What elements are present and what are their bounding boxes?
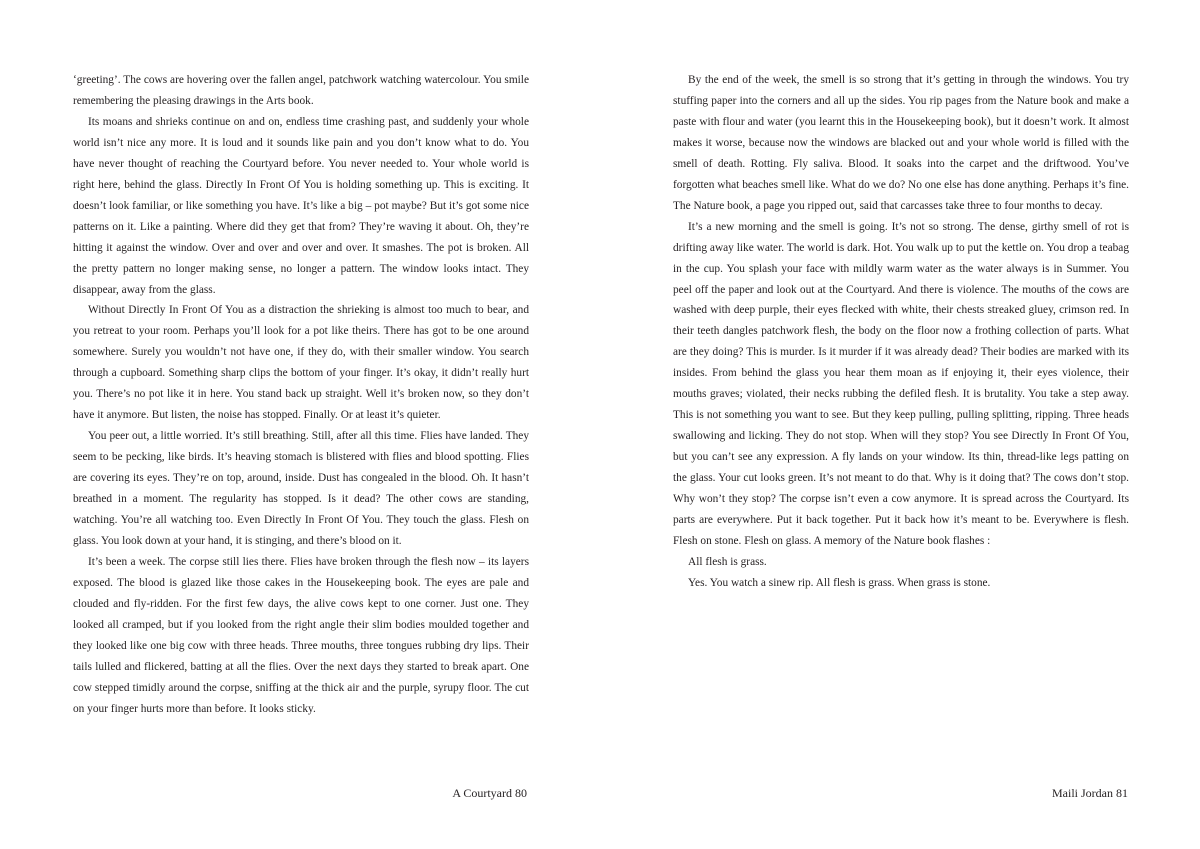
- left-paragraph-2: Its moans and shrieks continue on and on, endless time crashing past, and suddenly your whole world isn’t nice any more. It is loud and it sounds like pain and you don’t know what to do. You have never thought of reaching the Courtyard before. You never needed to. Your whole world is right here, behind the glass. Directly In Front Of You is holding something up. This is exciting. It doesn’t look familiar, or like something you have. It’s like a big – pot maybe? But it’s got some nice patterns on it. Like a painting. Where did they get that from? They’re waving it about. Oh, they’re hitting it against the window. Over and over and over and over. It smashes. The pot is broken. All the pretty pattern no longer making sense, no longer a pattern. The window looks intact. They disappear, away from the glass.: [73, 115, 529, 296]
- right-paragraph-1: By the end of the week, the smell is so strong that it’s getting in through the windows. You try stuffing paper into the corners and all up the sides. You rip pages from the Nature book and make a paste with flour and water (you learnt this in the Housekeeping book), but it doesn’t work. It almost makes it worse, because now the windows are blacked out and your whole world is filled with the smell of death. Rotting. Fly saliva. Blood. It soaks into the carpet and the driftwood. You’ve forgotten what beaches smell like. What do we do? No one else has done anything. Perhaps it’s fine. The Nature book, a page you ripped out, said that carcasses take three to four months to decay.: [673, 74, 1129, 212]
- left-paragraph-4: You peer out, a little worried. It’s still breathing. Still, after all this time. Flies have landed. They seem to be pecking, like birds. It’s heaving stomach is blistered with flies and blood spotting. Flies are covering its eyes. They’re on top, around, inside. Dust has congealed in the blood. Oh. It hasn’t breathed in a moment. The regularity has stopped. Is it dead? The other cows are standing, watching. You’re all watching too. Even Directly In Front Of You. They touch the glass. Flesh on glass. You look down at your hand, it is stinging, and there’s blood on it.: [73, 430, 529, 547]
- left-page: [73, 70, 529, 840]
- left-paragraph-5: It’s been a week. The corpse still lies there. Flies have broken through the flesh now – its layers exposed. The blood is glazed like those cakes in the Housekeeping book. The eyes are pale and clouded and fly-ridden. For the first few days, the alive cows kept to one corner. Just one. They looked all cramped, but if you looked from the right angle their slim bodies moulded together and they looked like one big cow with three heads. Three mouths, three tongues rubbing dry lips. Their tails lulled and flickered, batting at all the flies. Over the next days they started to break apart. One cow stepped timidly around the corpse, sniffing at the thick air and the purple, syrupy floor. The cut on your finger hurts more than before. It looks sticky.: [73, 555, 529, 715]
- left-paragraph-1: ‘greeting’. The cows are hovering over the fallen angel, patchwork watching watercolour. You smile remembering the pleasing drawings in the Arts book.: [73, 74, 529, 107]
- right-paragraph-4: Yes. You watch a sinew rip. All flesh is grass. When grass is stone.: [688, 576, 991, 589]
- left-page-folio: A Courtyard 80: [452, 786, 527, 800]
- right-page-text: [673, 70, 1129, 594]
- left-paragraph-3: Without Directly In Front Of You as a distraction the shrieking is almost too much to bear, and you retreat to your room. Perhaps you’ll look for a pot like theirs. There has got to be one around somewhere. Surely you wouldn’t not have one, if they do, with their smaller window. You search through a cupboard. Something sharp clips the bottom of your finger. It’s okay, it didn’t really hurt you. There’s no pot like it in here. You stand back up straight. Well it’s broken now, so they don’t have it anymore. But listen, the noise has stopped. Finally. Or at least it’s quieter.: [73, 304, 529, 422]
- right-paragraph-3: All flesh is grass.: [688, 555, 767, 568]
- left-page-text: [73, 70, 529, 720]
- right-page-folio: Maili Jordan 81: [1052, 786, 1128, 800]
- right-paragraph-2: It’s a new morning and the smell is going. It’s not so strong. The dense, girthy smell of rot is drifting away like water. The world is dark. Hot. You walk up to put the kettle on. You drop a teabag in the cup. You splash your face with mildly warm water as the water always is in Summer. You peel off the paper and look out at the Courtyard. And there is violence. The mouths of the cows are washed with deep purple, their eyes flecked with white, their chests streaked gluey, crimson red. In their teeth dangles patchwork flesh, the body on the floor now a frothing collection of parts. What are they doing? This is murder. Is it murder if it was already dead? Their bodies are marked with its insides. From behind the glass you hear them moan as if enjoying it, their eyes violence, their mouths graves; violated, their necks rubbing the defiled flesh. It is brutality. You take a step away. This is not something you want to see. But they keep pulling, pulling splitting, ripping. Three heads swallowing and licking. They do not stop. When will they stop? You see Directly In Front Of You, but you can’t see any expression. A fly lands on your window. Its thin, thread-like legs patting on the glass. Your cut looks green. It’s not meant to do that. Why is it doing that? The cows don’t stop. Why won’t they stop? The corpse isn’t even a cow anymore. It is spread across the Courtyard. Its parts are everywhere. Put it back together. Put it back how it’s meant to be. Everywhere is flesh. Flesh on stone. Flesh on glass. A memory of the Nature book flashes :: [673, 220, 1129, 547]
- right-page: [673, 70, 1129, 840]
